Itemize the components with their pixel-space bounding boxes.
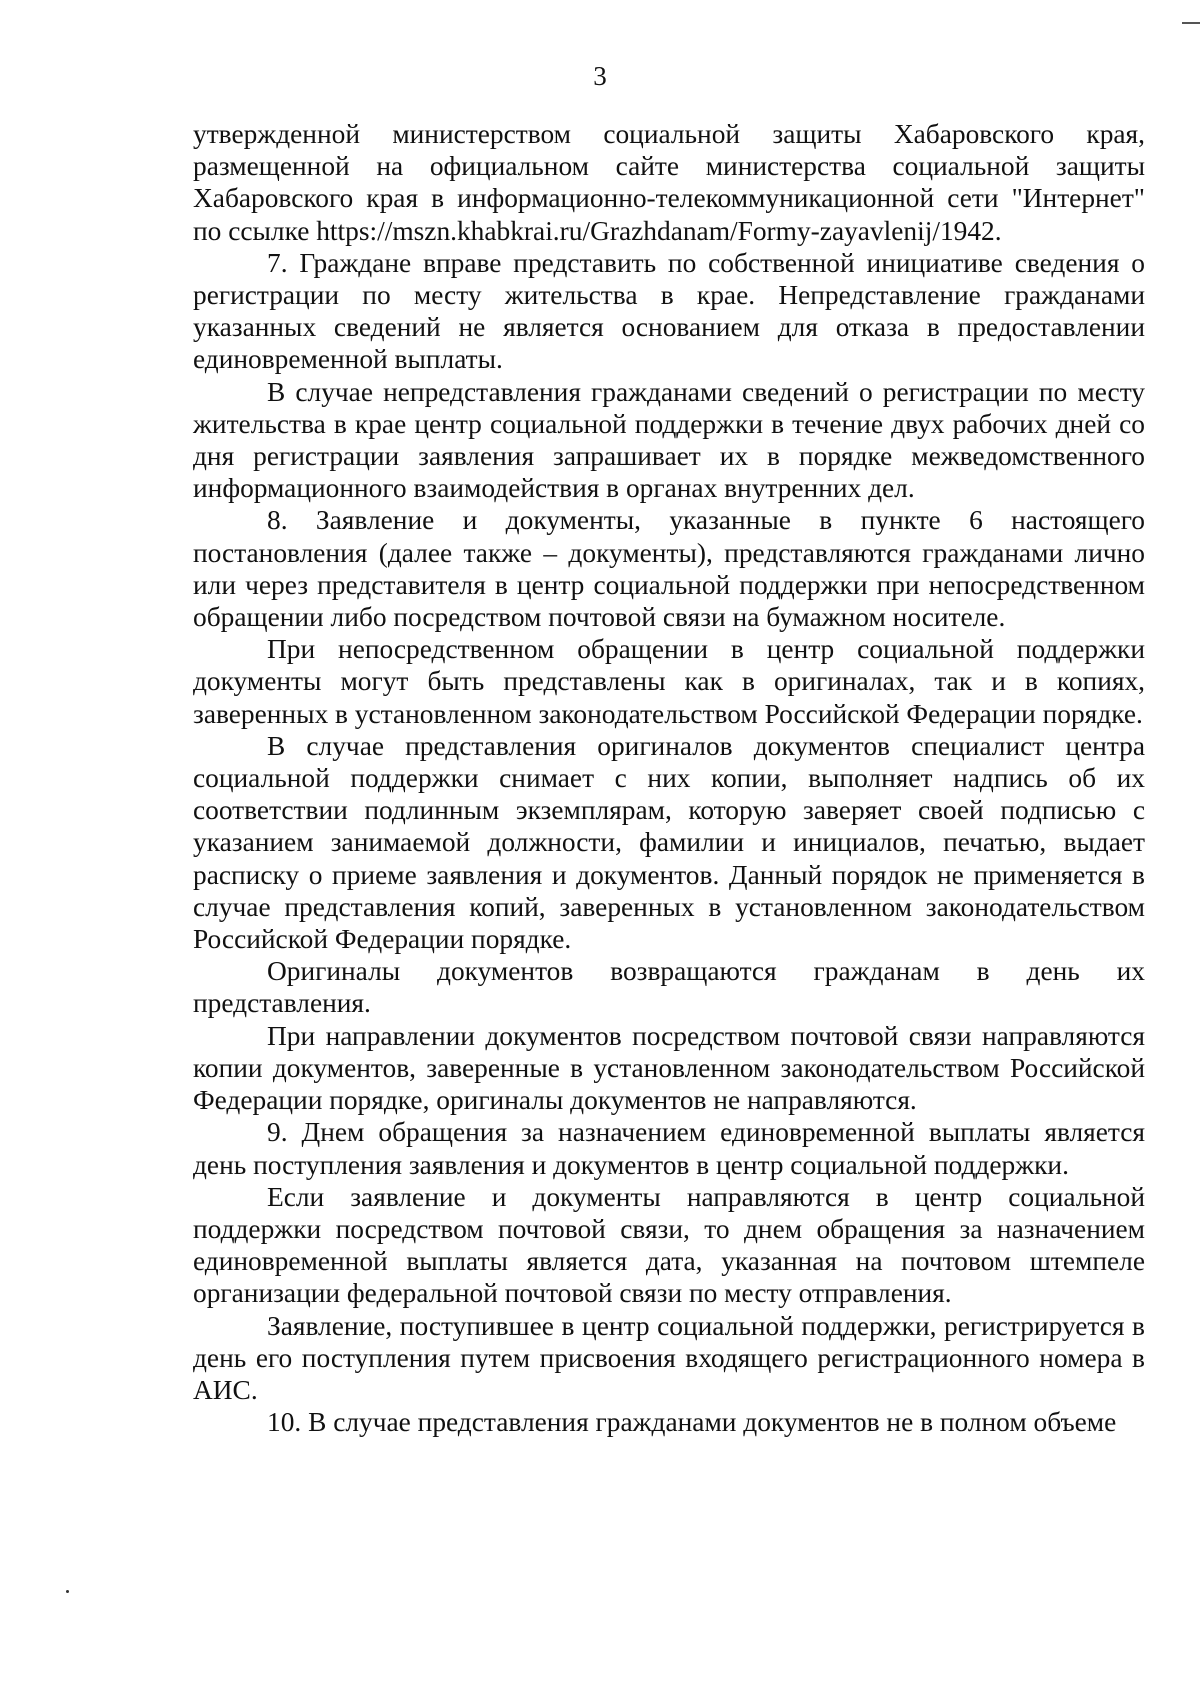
paragraph-5: При непосредственном обращении в центр социальной поддержки документы могут быть представлены как в оригиналах, так и в копиях, заверенных в установленном законодательством Российской Федерации порядке. [193, 634, 1145, 729]
paragraph-6: В случае представления оригиналов документов специалист центра социальной поддержки снимает с них копии, выполняет надпись об их соответствии подлинным экземплярам, которую заверяет своей подписью с указанием занимаемой должности, фамилии и инициалов, печатью, выдает расписку о приеме заявления и документов. Данный порядок не применяется в случае представления копий, заверенных в установленном законодательством Российской Федерации порядке. [193, 730, 1145, 955]
page-number: 3 [593, 61, 607, 91]
paragraph-11: Заявление, поступившее в центр социальной поддержки, регистрируется в день его поступления путем присвоения входящего регистрационного номера в АИС. [193, 1310, 1145, 1405]
scan-speck [66, 1590, 69, 1593]
paragraph-8: При направлении документов посредством почтовой связи направляются копии документов, заверенные в установленном законодательством Российской Федерации порядке, оригиналы документов не направляются. [193, 1020, 1145, 1116]
paragraph-12: 10. В случае представления гражданами документов не в полном объеме [267, 1407, 1117, 1438]
paragraph-10: Если заявление и документы направляются в центр социальной поддержки посредством почтовой связи, то днем обращения за назначением единовременной выплаты является дата, указанная на почтовом штемпеле организации федеральной почтовой связи по месту отправления. [193, 1181, 1145, 1309]
paragraph-9: 9. Днем обращения за назначением единовременной выплаты является день поступления заявления и документов в центр социальной поддержки. [193, 1117, 1145, 1180]
scan-edge-mark [1182, 22, 1200, 24]
paragraph-3: В случае непредставления гражданами сведений о регистрации по месту жительства в крае центр социальной поддержки в течение двух рабочих дней со дня регистрации заявления запрашивает их в порядке межведомственного информационного взаимодействия в органах внутренних дел. [193, 376, 1145, 504]
paragraph-2: 7. Граждане вправе представить по собственной инициативе сведения о регистрации по месту жительства в крае. Непредставление гражданами указанных сведений не является основанием для отказа в предоставлении единовременной выплаты. [193, 247, 1145, 375]
paragraph-4: 8. Заявление и документы, указанные в пункте 6 настоящего постановления (далее также – документы), представляются гражданами лично или через представителя в центр социальной поддержки при непосредственном обращении либо посредством почтовой связи на бумажном носителе. [193, 505, 1145, 633]
paragraph-7: Оригиналы документов возвращаются гражданам в день их представления. [193, 956, 1145, 1019]
paragraph-1: утвержденной министерством социальной защиты Хабаровского края, размещенной на официальном сайте министерства социальной защиты Хабаровского края в информационно-телекоммуникационной сети "Интернет" по ссылке https://mszn.khabkrai.ru/Grazhdanam/Formy-zayavlenij/1942. [193, 119, 1145, 246]
document-body [193, 118, 1145, 1438]
